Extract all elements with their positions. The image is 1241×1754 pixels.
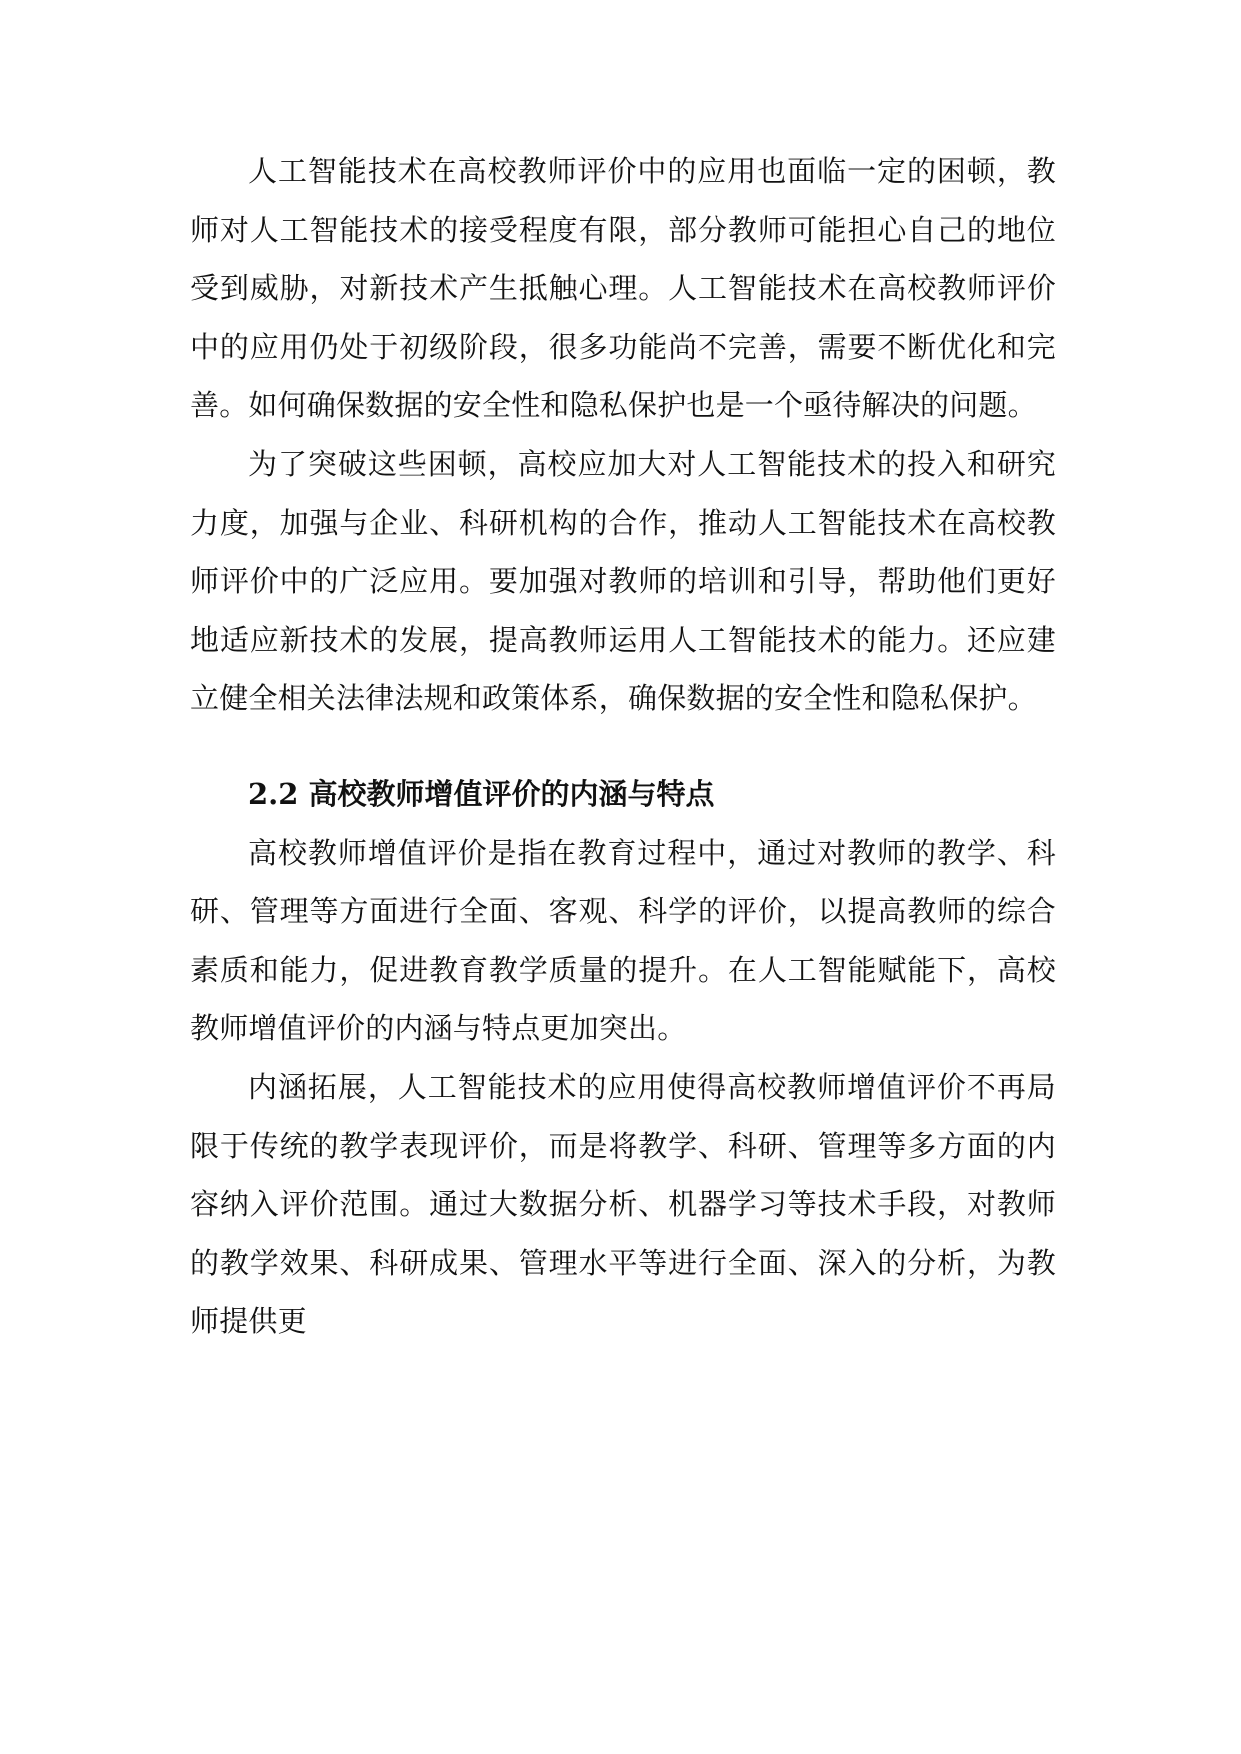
section-heading: 2.2 高校教师增值评价的内涵与特点: [248, 776, 715, 811]
body-paragraph: 为了突破这些困顿，高校应加大对人工智能技术的投入和研究力度，加强与企业、科研机构的合作，推动人工智能技术在高校教师评价中的广泛应用。要加强对教师的培训和引导，帮助他们更好地适应新技术的发展，提高教师运用人工智能技术的能力。还应建立健全相关法律法规和政策体系，确保数据的安全性和隐私保护。: [190, 446, 1056, 716]
body-paragraph: 人工智能技术在高校教师评价中的应用也面临一定的困顿，教师对人工智能技术的接受程度有限，部分教师可能担心自己的地位受到威胁，对新技术产生抵触心理。人工智能技术在高校教师评价中的应用仍处于初级阶段，很多功能尚不完善，需要不断优化和完善。如何确保数据的安全性和隐私保护也是一个亟待解决的问题。: [190, 154, 1056, 423]
body-paragraph: 高校教师增值评价是指在教育过程中，通过对教师的教学、科研、管理等方面进行全面、客观、科学的评价，以提高教师的综合素质和能力，促进教育教学质量的提升。在人工智能赋能下，高校教师增值评价的内涵与特点更加突出。: [190, 835, 1056, 1046]
document-body: [190, 142, 1056, 1351]
body-paragraph: 内涵拓展，人工智能技术的应用使得高校教师增值评价不再局限于传统的教学表现评价，而是将教学、科研、管理等多方面的内容纳入评价范围。通过大数据分析、机器学习等技术手段，对教师的教学效果、科研成果、管理水平等进行全面、深入的分析，为教师提供更: [190, 1069, 1056, 1339]
